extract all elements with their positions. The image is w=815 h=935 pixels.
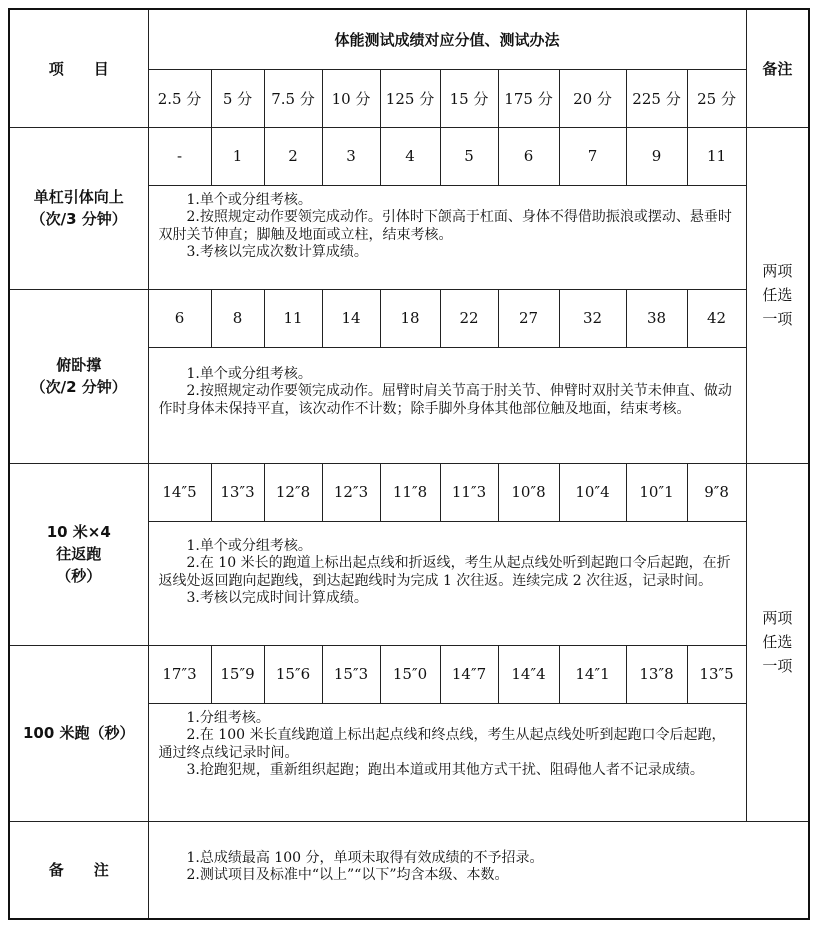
table-title: 体能测试成绩对应分值、测试办法 [148, 9, 746, 69]
method-line: 2.在 10 米长的跑道上标出起点线和折返线，考生从起点线处听到起跑口令后起跑，在折返线处返回跑向起跑线，到达起跑线时为完成 1 次往返。连续完成 2 次往返，记录时间。 [158, 555, 731, 589]
item-name-line: （秒） [56, 567, 102, 585]
value-cell: 11 [264, 289, 322, 347]
note-line: 1.总成绩最高 100 分，单项未取得有效成绩的不予招录。 [186, 849, 544, 866]
value-cell: 10″8 [498, 463, 559, 521]
method-line: 3.考核以完成时间计算成绩。 [186, 590, 368, 606]
value-cell: 15″6 [264, 645, 322, 703]
value-cell: 6 [148, 289, 211, 347]
value-cell: 9 [626, 127, 687, 185]
value-cell: 17″3 [148, 645, 211, 703]
value-cell: 15″3 [322, 645, 380, 703]
value-cell: 12″8 [264, 463, 322, 521]
value-cell: 7 [559, 127, 626, 185]
value-cell: 13″8 [626, 645, 687, 703]
value-cell: 14″1 [559, 645, 626, 703]
value-cell: 4 [380, 127, 440, 185]
item-name-line: 100 米跑（秒） [22, 724, 135, 742]
item-name-shuttle-run [9, 463, 148, 645]
value-cell: 14″5 [148, 463, 211, 521]
table-row [9, 289, 809, 347]
score-header-cell: 175 分 [498, 69, 559, 127]
value-cell: - [148, 127, 211, 185]
value-cell: 6 [498, 127, 559, 185]
item-name-pushup [9, 289, 148, 463]
value-cell: 5 [440, 127, 498, 185]
item-name-line: （次/3 分钟） [30, 210, 127, 228]
value-cell: 27 [498, 289, 559, 347]
method-line: 1.单个或分组考核。 [186, 537, 312, 554]
item-name-line: 10 米×4 [46, 523, 111, 541]
value-cell: 18 [380, 289, 440, 347]
method-line: 2.按照规定动作要领完成动作。屈臂时肩关节高于肘关节、伸臂时双肘关节未伸直、做动作时身体未保持平直，该次动作不计数；除手脚外身体其他部位触及地面，结束考核。 [158, 383, 732, 417]
value-cell: 10″4 [559, 463, 626, 521]
score-header-cell: 7.5 分 [264, 69, 322, 127]
remark-line: 两项 [762, 262, 793, 280]
value-cell: 8 [211, 289, 264, 347]
value-cell: 14 [322, 289, 380, 347]
item-header: 项 目 [9, 9, 148, 127]
item-name-line: 往返跑 [56, 545, 102, 563]
remark-line: 两项 [762, 609, 793, 627]
table-row [9, 463, 809, 521]
method-shuttle-run [148, 521, 746, 645]
value-cell: 3 [322, 127, 380, 185]
value-cell: 32 [559, 289, 626, 347]
fitness-score-table [8, 8, 810, 920]
score-header-cell: 25 分 [687, 69, 746, 127]
value-cell: 13″3 [211, 463, 264, 521]
value-cell: 9″8 [687, 463, 746, 521]
method-pushup [148, 347, 746, 463]
item-name-100m-run [9, 645, 148, 821]
table-row [9, 821, 809, 919]
value-cell: 10″1 [626, 463, 687, 521]
value-cell: 13″5 [687, 645, 746, 703]
item-name-line: （次/2 分钟） [30, 378, 127, 396]
remark-line: 一项 [762, 657, 793, 675]
value-cell: 11 [687, 127, 746, 185]
item-name-line: 单杠引体向上 [33, 188, 124, 206]
value-cell: 14″4 [498, 645, 559, 703]
method-line: 2.按照规定动作要领完成动作。引体时下颌高于杠面、身体不得借助振浪或摆动、悬垂时双肘关节伸直；脚触及地面或立柱，结束考核。 [158, 209, 732, 243]
value-cell: 15″9 [211, 645, 264, 703]
note-line: 2.测试项目及标准中“以上”“以下”均含本级、本数。 [186, 867, 509, 883]
value-cell: 11″8 [380, 463, 440, 521]
score-header-cell: 10 分 [322, 69, 380, 127]
remark-line: 一项 [762, 310, 793, 328]
value-cell: 14″7 [440, 645, 498, 703]
remark-choose-one-2 [746, 463, 809, 821]
score-header-cell: 5 分 [211, 69, 264, 127]
value-cell: 11″3 [440, 463, 498, 521]
item-name-pullup [9, 127, 148, 289]
method-line: 3.抢跑犯规，重新组织起跑；跑出本道或用其他方式干扰、阻碍他人者不记录成绩。 [186, 762, 704, 778]
footer-notes [148, 821, 809, 919]
method-100m-run [148, 703, 746, 821]
method-line: 2.在 100 米长直线跑道上标出起点线和终点线，考生从起点线处听到起跑口令后起跑，通过终点线记录时间。 [158, 727, 726, 761]
score-header-cell: 20 分 [559, 69, 626, 127]
remark-header: 备注 [746, 9, 809, 127]
remark-line: 任选 [762, 286, 793, 304]
score-header-cell: 225 分 [626, 69, 687, 127]
method-pullup [148, 185, 746, 289]
method-line: 1.分组考核。 [186, 709, 270, 726]
footer-remark-label: 备 注 [9, 821, 148, 919]
value-cell: 1 [211, 127, 264, 185]
score-header-cell: 15 分 [440, 69, 498, 127]
value-cell: 15″0 [380, 645, 440, 703]
method-line: 1.单个或分组考核。 [186, 191, 312, 208]
value-cell: 38 [626, 289, 687, 347]
score-header-cell: 2.5 分 [148, 69, 211, 127]
method-line: 3.考核以完成次数计算成绩。 [186, 244, 368, 260]
table-row [9, 645, 809, 703]
score-header-cell: 125 分 [380, 69, 440, 127]
table-row [9, 127, 809, 185]
value-cell: 42 [687, 289, 746, 347]
method-line: 1.单个或分组考核。 [186, 365, 312, 382]
remark-line: 任选 [762, 633, 793, 651]
value-cell: 12″3 [322, 463, 380, 521]
value-cell: 2 [264, 127, 322, 185]
item-name-line: 俯卧撑 [56, 356, 102, 374]
remark-choose-one-1 [746, 127, 809, 463]
value-cell: 22 [440, 289, 498, 347]
